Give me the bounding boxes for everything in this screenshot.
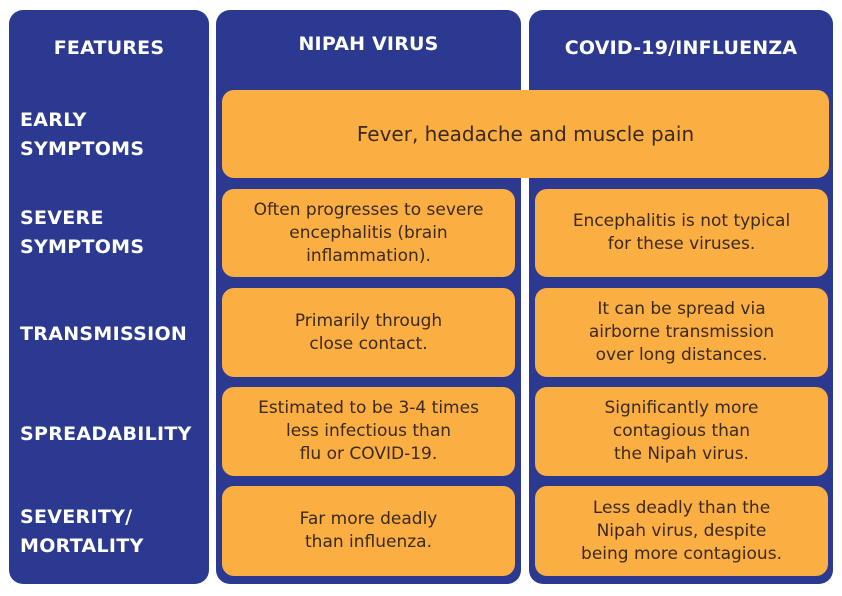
cell-nipah-severity: Far more deadly than influenza. xyxy=(222,486,515,576)
row-label-transmission: TRANSMISSION xyxy=(20,322,188,345)
row-label-early-symptoms: EARLY SYMPTOMS xyxy=(20,109,145,160)
cell-covid-spreadability: Significantly more contagious than the Nipah virus. xyxy=(535,387,828,476)
row-label-severity-mortality: SEVERITY/ MORTALITY xyxy=(20,506,144,557)
cell-early-symptoms-shared: Fever, headache and muscle pain xyxy=(222,90,829,178)
cell-covid-severe-symptoms: Encephalitis is not typical for these viruses. xyxy=(535,189,828,277)
header-nipah: NIPAH VIRUS xyxy=(298,33,439,55)
cell-nipah-severe-symptoms: Often progresses to severe encephalitis (brain inflammation). xyxy=(222,189,515,277)
row-label-spreadability: SPREADABILITY xyxy=(20,422,192,445)
cell-nipah-spreadability: Estimated to be 3-4 times less infectious than flu or COVID-19. xyxy=(222,387,515,476)
header-features: FEATURES xyxy=(53,37,165,59)
cell-covid-severity: Less deadly than the Nipah virus, despite being more contagious. xyxy=(535,486,828,576)
row-label-severe-symptoms: SEVERE SYMPTOMS xyxy=(20,207,145,258)
cell-covid-transmission: It can be spread via airborne transmission over long distances. xyxy=(535,288,828,377)
header-covid: COVID-19/INFLUENZA xyxy=(564,37,798,59)
cell-nipah-transmission: Primarily through close contact. xyxy=(222,288,515,377)
